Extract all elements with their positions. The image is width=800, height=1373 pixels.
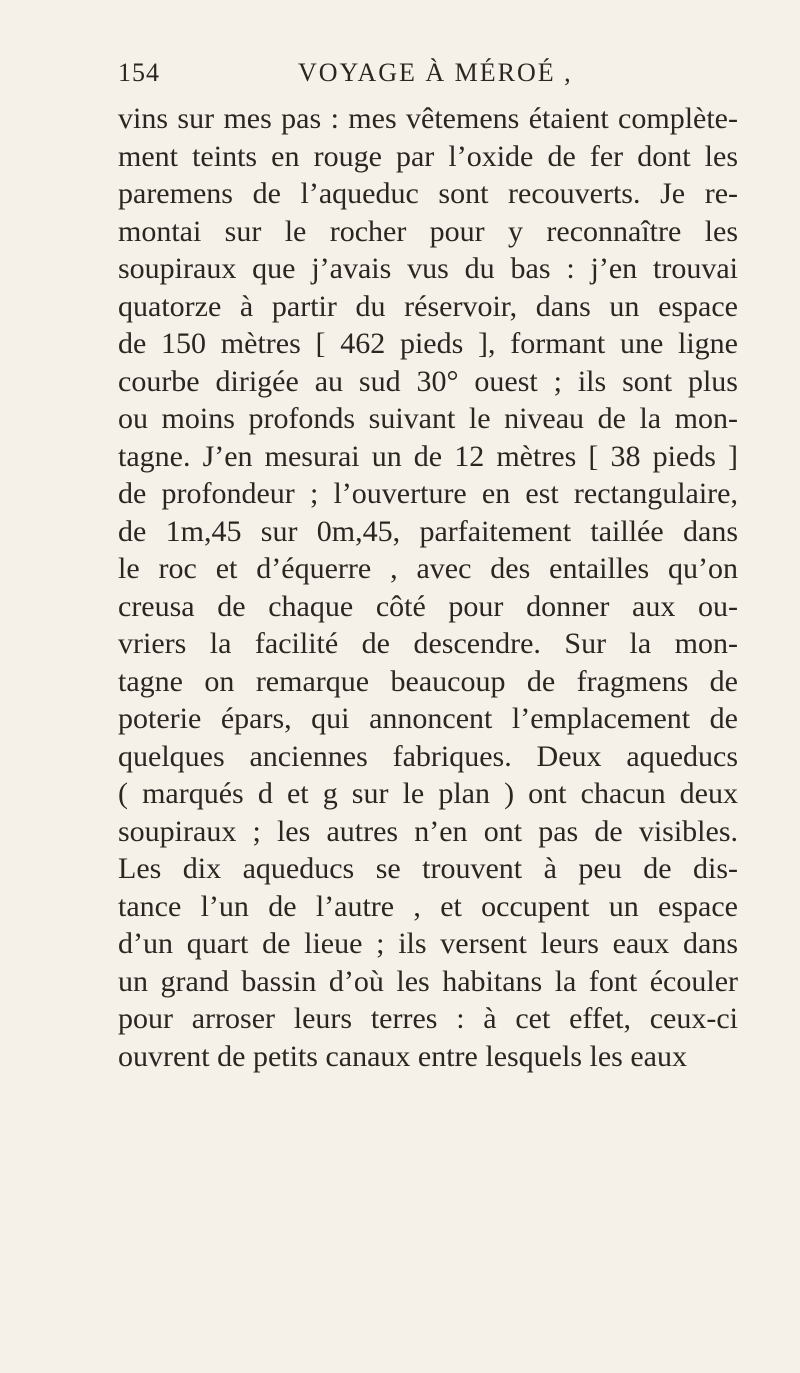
text-line: ouvrent de petits canaux entre lesquels les eaux <box>118 1039 687 1073</box>
text-line: ( marqués d et g sur le plan ) ont chacun deux <box>118 777 738 810</box>
body-text <box>118 100 738 1075</box>
text-line: quelques anciennes fabriques. Deux aqueducs <box>118 739 738 773</box>
text-line: soupiraux que j’avais vus du bas : j’en trouvai <box>118 252 738 285</box>
text-line: de 150 mètres [ 462 pieds ], formant une ligne <box>118 327 738 360</box>
text-line: d’un quart de lieue ; ils versent leurs eaux dans <box>118 927 738 960</box>
text-line: creusa de chaque côté pour donner aux ou- <box>118 589 738 623</box>
text-line: tagne on remarque beaucoup de fragmens de <box>118 664 738 698</box>
text-line: ment teints en rouge par l’oxide de fer dont les <box>118 139 738 173</box>
text-line: de 1m,45 sur 0m,45, parfaitement taillée dans <box>118 514 738 548</box>
running-title: VOYAGE À MÉROÉ , <box>298 58 573 87</box>
text-line: vins sur mes pas : mes vêtemens étaient complète- <box>118 102 738 135</box>
text-line: le roc et d’équerre , avec des entailles qu’on <box>118 552 738 585</box>
text-line: ou moins profonds suivant le niveau de la mon- <box>118 402 738 435</box>
text-line: poterie épars, qui annoncent l’emplacement de <box>118 702 738 735</box>
page-header <box>118 58 718 98</box>
text-line: courbe dirigée au sud 30° ouest ; ils sont plus <box>118 364 738 398</box>
text-line: vriers la facilité de descendre. Sur la mon- <box>118 627 738 660</box>
text-line: de profondeur ; l’ouverture en est rectangulaire, <box>118 477 738 510</box>
text-line: soupiraux ; les autres n’en ont pas de visibles. <box>118 814 738 848</box>
text-line: montai sur le rocher pour y reconnaître les <box>118 214 738 248</box>
text-line: un grand bassin d’où les habitans la font écouler <box>118 964 738 998</box>
text-line: paremens de l’aqueduc sont recouverts. Je re- <box>118 177 738 210</box>
text-line: Les dix aqueducs se trouvent à peu de dis- <box>118 852 738 885</box>
page-number: 154 <box>118 58 160 87</box>
text-line: tance l’un de l’autre , et occupent un espace <box>118 889 738 923</box>
text-line: tagne. J’en mesurai un de 12 mètres [ 38 pieds ] <box>118 439 738 473</box>
text-line: pour arroser leurs terres : à cet effet, ceux-ci <box>118 1002 738 1035</box>
text-line: quatorze à partir du réservoir, dans un espace <box>118 289 738 323</box>
